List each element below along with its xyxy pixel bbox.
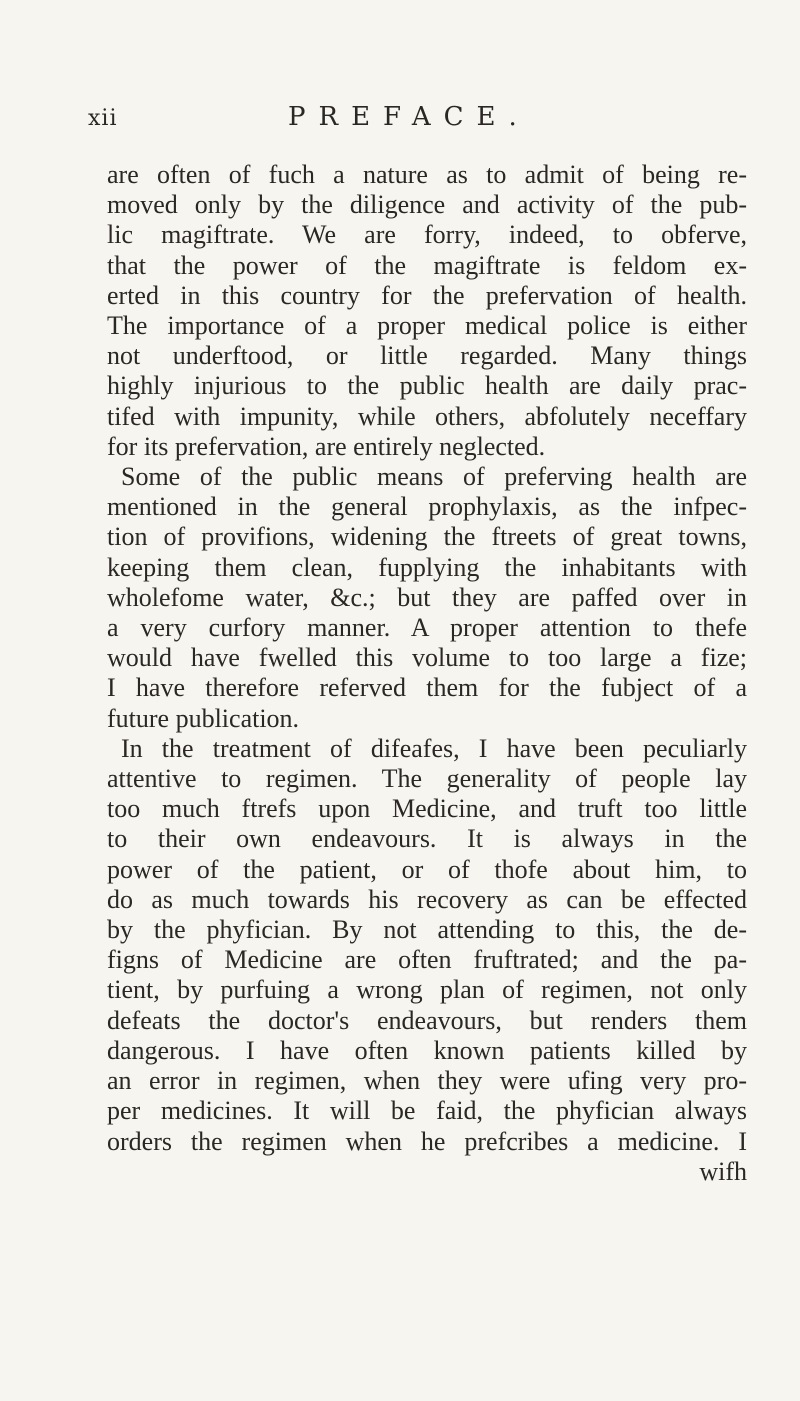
text-line: The importance of a proper medical police is either: [107, 311, 747, 341]
text-line: too much ftrefs upon Medicine, and truft too little: [107, 794, 747, 824]
text-line: that the power of the magiftrate is feldom ex-: [107, 250, 747, 280]
text-line: tifed with impunity, while others, abfolutely neceffary: [107, 401, 747, 431]
text-line: a very curfory manner. A proper attention to thefe: [107, 613, 747, 643]
text-line: would have fwelled this volume to too large a fize;: [107, 643, 747, 673]
text-line: future publication.: [107, 703, 300, 733]
text-line: attentive to regimen. The generality of people lay: [107, 764, 747, 794]
text-line: wholefome water, &c.; but they are paffed over in: [107, 582, 747, 612]
running-head: PREFACE.: [288, 102, 530, 132]
text-line: power of the patient, or of thofe about him, to: [107, 854, 747, 884]
body-text: [107, 160, 747, 1187]
text-line: dangerous. I have often known patients killed by: [107, 1035, 747, 1065]
text-line: tion of provifions, widening the ftreets of great towns,: [107, 522, 747, 552]
text-line: defeats the doctor's endeavours, but renders them: [107, 1005, 747, 1035]
text-line: erted in this country for the prefervation of health.: [107, 280, 747, 310]
text-line: by the phyfician. By not attending to this, the de-: [107, 915, 747, 945]
text-line: lic magiftrate. We are forry, indeed, to obferve,: [107, 220, 747, 250]
text-line: per medicines. It will be faid, the phyfician always: [107, 1096, 747, 1126]
text-line: an error in regimen, when they were ufing very pro-: [107, 1066, 747, 1096]
text-line: I have therefore referved them for the fubject of a: [107, 673, 747, 703]
text-line: are often of fuch a nature as to admit of being re-: [107, 160, 747, 189]
text-line: moved only by the diligence and activity of the pub-: [107, 190, 747, 220]
text-line: for its prefervation, are entirely neglected.: [107, 431, 546, 461]
paragraph-start-line: In the treatment of difeafes, I have been peculiarly: [121, 733, 747, 763]
text-line: orders the regimen when he prefcribes a medicine. I: [107, 1126, 747, 1156]
text-line: not underftood, or little regarded. Many things: [107, 341, 747, 371]
text-line: to their own endeavours. It is always in the: [107, 824, 747, 854]
text-line: do as much towards his recovery as can be effected: [107, 884, 747, 914]
catchword: wifh: [699, 1156, 747, 1186]
text-line: highly injurious to the public health are daily prac-: [107, 371, 747, 401]
text-line: tient, by purfuing a wrong plan of regimen, not only: [107, 975, 747, 1005]
paragraph-start-line: Some of the public means of preferving health are: [121, 462, 747, 492]
text-line: figns of Medicine are often fruftrated; and the pa-: [107, 945, 747, 975]
text-line: mentioned in the general prophylaxis, as the infpec-: [107, 492, 747, 522]
page-number: xii: [88, 106, 118, 131]
text-line: keeping them clean, fupplying the inhabitants with: [107, 552, 747, 582]
page-header: [88, 100, 728, 140]
